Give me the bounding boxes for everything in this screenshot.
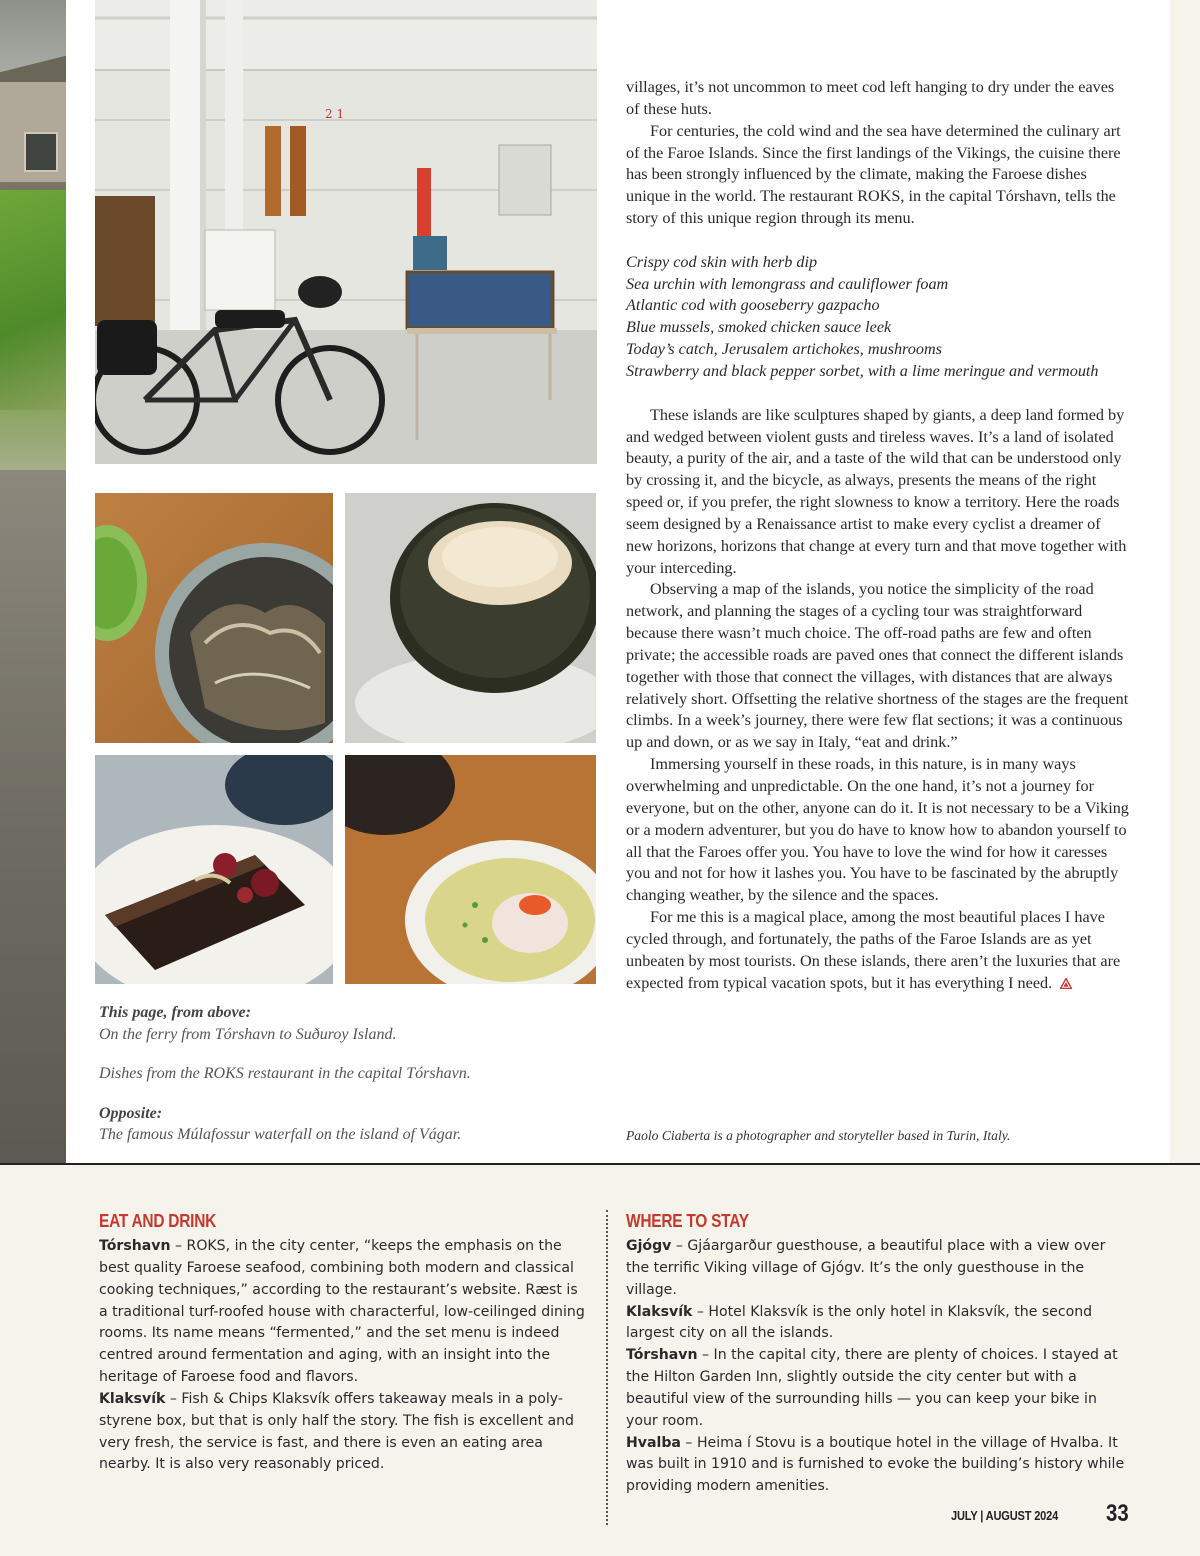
- article-body: [626, 77, 1130, 994]
- author-byline: Paolo Ciaberta is a photographer and storyteller based in Turin, Italy.: [626, 1128, 1011, 1143]
- hut-window: [24, 132, 58, 172]
- strawberry-tart-dish-photo: [95, 755, 333, 984]
- gravel-road: [0, 470, 66, 1163]
- sea-urchin-dish-photo: [345, 493, 596, 743]
- opposite-page-photo-edge: [0, 0, 66, 1163]
- where-to-stay-heading: WHERE TO STAY: [626, 1211, 749, 1231]
- menu-item: Strawberry and black pepper sorbet, with a lime meringue and vermouth: [626, 361, 1099, 380]
- section-divider-rule: [0, 1163, 1200, 1165]
- place-name: Hvalba: [626, 1434, 681, 1451]
- post-number-label: 2 1: [325, 107, 345, 121]
- article-paragraph: For centuries, the cold wind and the sea have determined the culinary art of the Faroe Islands. Since the first landings of the Vikings, the cuisine there has been strongly influenced by the climate, making the Faroese dishes unique in the world. The restaurant ROKS, in the capital Tórshavn, tells the story of this unique region through its menu.: [626, 121, 1121, 228]
- grass-slope: [0, 190, 66, 410]
- place-description: – Fish & Chips Klaksvík offers takeaway meals in a poly-styrene box, but that is only half the story. The fish is excellent and very fresh, the service is fast, and there is even an eating area nearby. It is also very reasonably priced.: [99, 1390, 574, 1473]
- menu-item: Today’s catch, Jerusalem artichokes, mushrooms: [626, 340, 942, 359]
- place-description: – Heima í Stovu is a boutique hotel in the village of Hvalba. It was built in 1910 and is furnished to evoke the building’s history while providing modern amenities.: [626, 1434, 1125, 1495]
- article-paragraph-final: [626, 907, 1130, 994]
- place-description: – ROKS, in the city center, “keeps the emphasis on the best quality Faroese seafood, combining both modern and classical cooking techniques,” according to the restaurant’s website. Ræst is a traditional turf-roofed house with characterful, low-ceilinged dining rooms. Its name means “fermented,” and the set menu is indeed centred around fermentation and aging, with an insight into the heritage of Faroese food and flavors.: [99, 1238, 585, 1386]
- caption-heading: Opposite:: [99, 1104, 163, 1122]
- issue-date: JULY | AUGUST 2024: [951, 1508, 1059, 1523]
- place-name: Tórshavn: [99, 1238, 171, 1254]
- ferry-bicycle-photo: [95, 0, 597, 464]
- place-description: – Hotel Klaksvík is the only hotel in Klaksvík, the second largest city on all the islands.: [626, 1303, 1093, 1342]
- caption-text: On the ferry from Tórshavn to Suðuroy Island.: [99, 1025, 397, 1043]
- menu-item: Crispy cod skin with herb dip: [626, 252, 818, 271]
- menu-item: Atlantic cod with gooseberry gazpacho: [626, 296, 880, 315]
- where-to-stay-text: [626, 1236, 1130, 1498]
- raw-fish-dish-photo: [345, 755, 596, 984]
- restaurant-menu: [626, 252, 1130, 383]
- place-name: Gjógv: [626, 1238, 672, 1254]
- menu-item: Blue mussels, smoked chicken sauce leek: [626, 318, 892, 337]
- place-description: – Gjáargarður guesthouse, a beautiful place with a view over the terrific Viking village of Gjógv. It’s the only guesthouse in the village.: [626, 1238, 1106, 1298]
- article-paragraph: Immersing yourself in these roads, in this nature, is in many ways overwhelming and unpredictable. On the one hand, it’s not a journey for everyone, but on the other, anyone can do it. It is not necessary to be a Viking or a modern adventurer, but you do have to know how to abandon yourself to all that the Faroes offer you. You have to love the wind for how it caresses you and not for how it lashes you. You have to be fascinated by the abruptly changing weather, by the silence and the spaces.: [626, 755, 1129, 905]
- crispy-cod-skin-dish-photo: [95, 493, 333, 743]
- menu-item: Sea urchin with lemongrass and cauliflower foam: [626, 274, 949, 293]
- place-name: Tórshavn: [626, 1347, 698, 1364]
- article-paragraph: These islands are like sculptures shaped by giants, a deep land formed by and wedged between violent gusts and tireless waves. It’s a land of isolated beauty, a purity of the air, and a taste of the wild that can be understood only by crossing it, and the bicycle, as always, presents the means of the right speed or, if you prefer, the right slowness to know a territory. Here the roads seem designed by a Renaissance artist to make every cyclist a dreamer of new horizons, horizons that change at every turn and that move together with your interceding.: [626, 405, 1127, 577]
- article-paragraph: Observing a map of the islands, you notice the simplicity of the road network, and planning the stages of a cycling tour was straightforward because there wasn’t much choice. The off-road paths are few and often private; the accessible roads are paved ones that connect the different islands together with those that connect the villages, with distances that are always relatively short. Offsetting the relative shortness of the stages are the frequent climbs. In a week’s journey, there were few flat sections; it was a continuous up and down, or as we say in Italy, “eat and drink.”: [626, 580, 1129, 752]
- page-number: 33: [1106, 1500, 1129, 1527]
- caption-text: Dishes from the ROKS restaurant in the capital Tórshavn.: [99, 1065, 471, 1082]
- article-paragraph: villages, it’s not uncommon to meet cod left hanging to dry under the eaves of these huts.: [626, 78, 1115, 118]
- triangle-end-mark-icon: [1060, 978, 1072, 989]
- place-description: – In the capital city, there are plenty of choices. I stayed at the Hilton Garden Inn, slightly outside the city center but with a beautiful view of the surrounding hills — you can keep your bike in your room.: [626, 1347, 1118, 1429]
- article-paragraph-text: For me this is a magical place, among the most beautiful places I have cycled through, and fortunately, the paths of the Faroe Islands are as yet unbeaten by most tourists. On these islands, there aren’t the luxuries that are expected from typical vacation spots, but it has everything I need.: [626, 908, 1121, 992]
- dotted-column-divider: [606, 1210, 608, 1525]
- eat-and-drink-text: [99, 1236, 585, 1476]
- caption-heading: This page, from above:: [99, 1004, 251, 1021]
- caption-text: The famous Múlafossur waterfall on the island of Vágar.: [99, 1126, 462, 1143]
- photo-captions: [99, 1002, 579, 1146]
- eat-and-drink-heading: EAT AND DRINK: [99, 1211, 217, 1231]
- place-name: Klaksvík: [99, 1390, 166, 1407]
- place-name: Klaksvík: [626, 1303, 693, 1320]
